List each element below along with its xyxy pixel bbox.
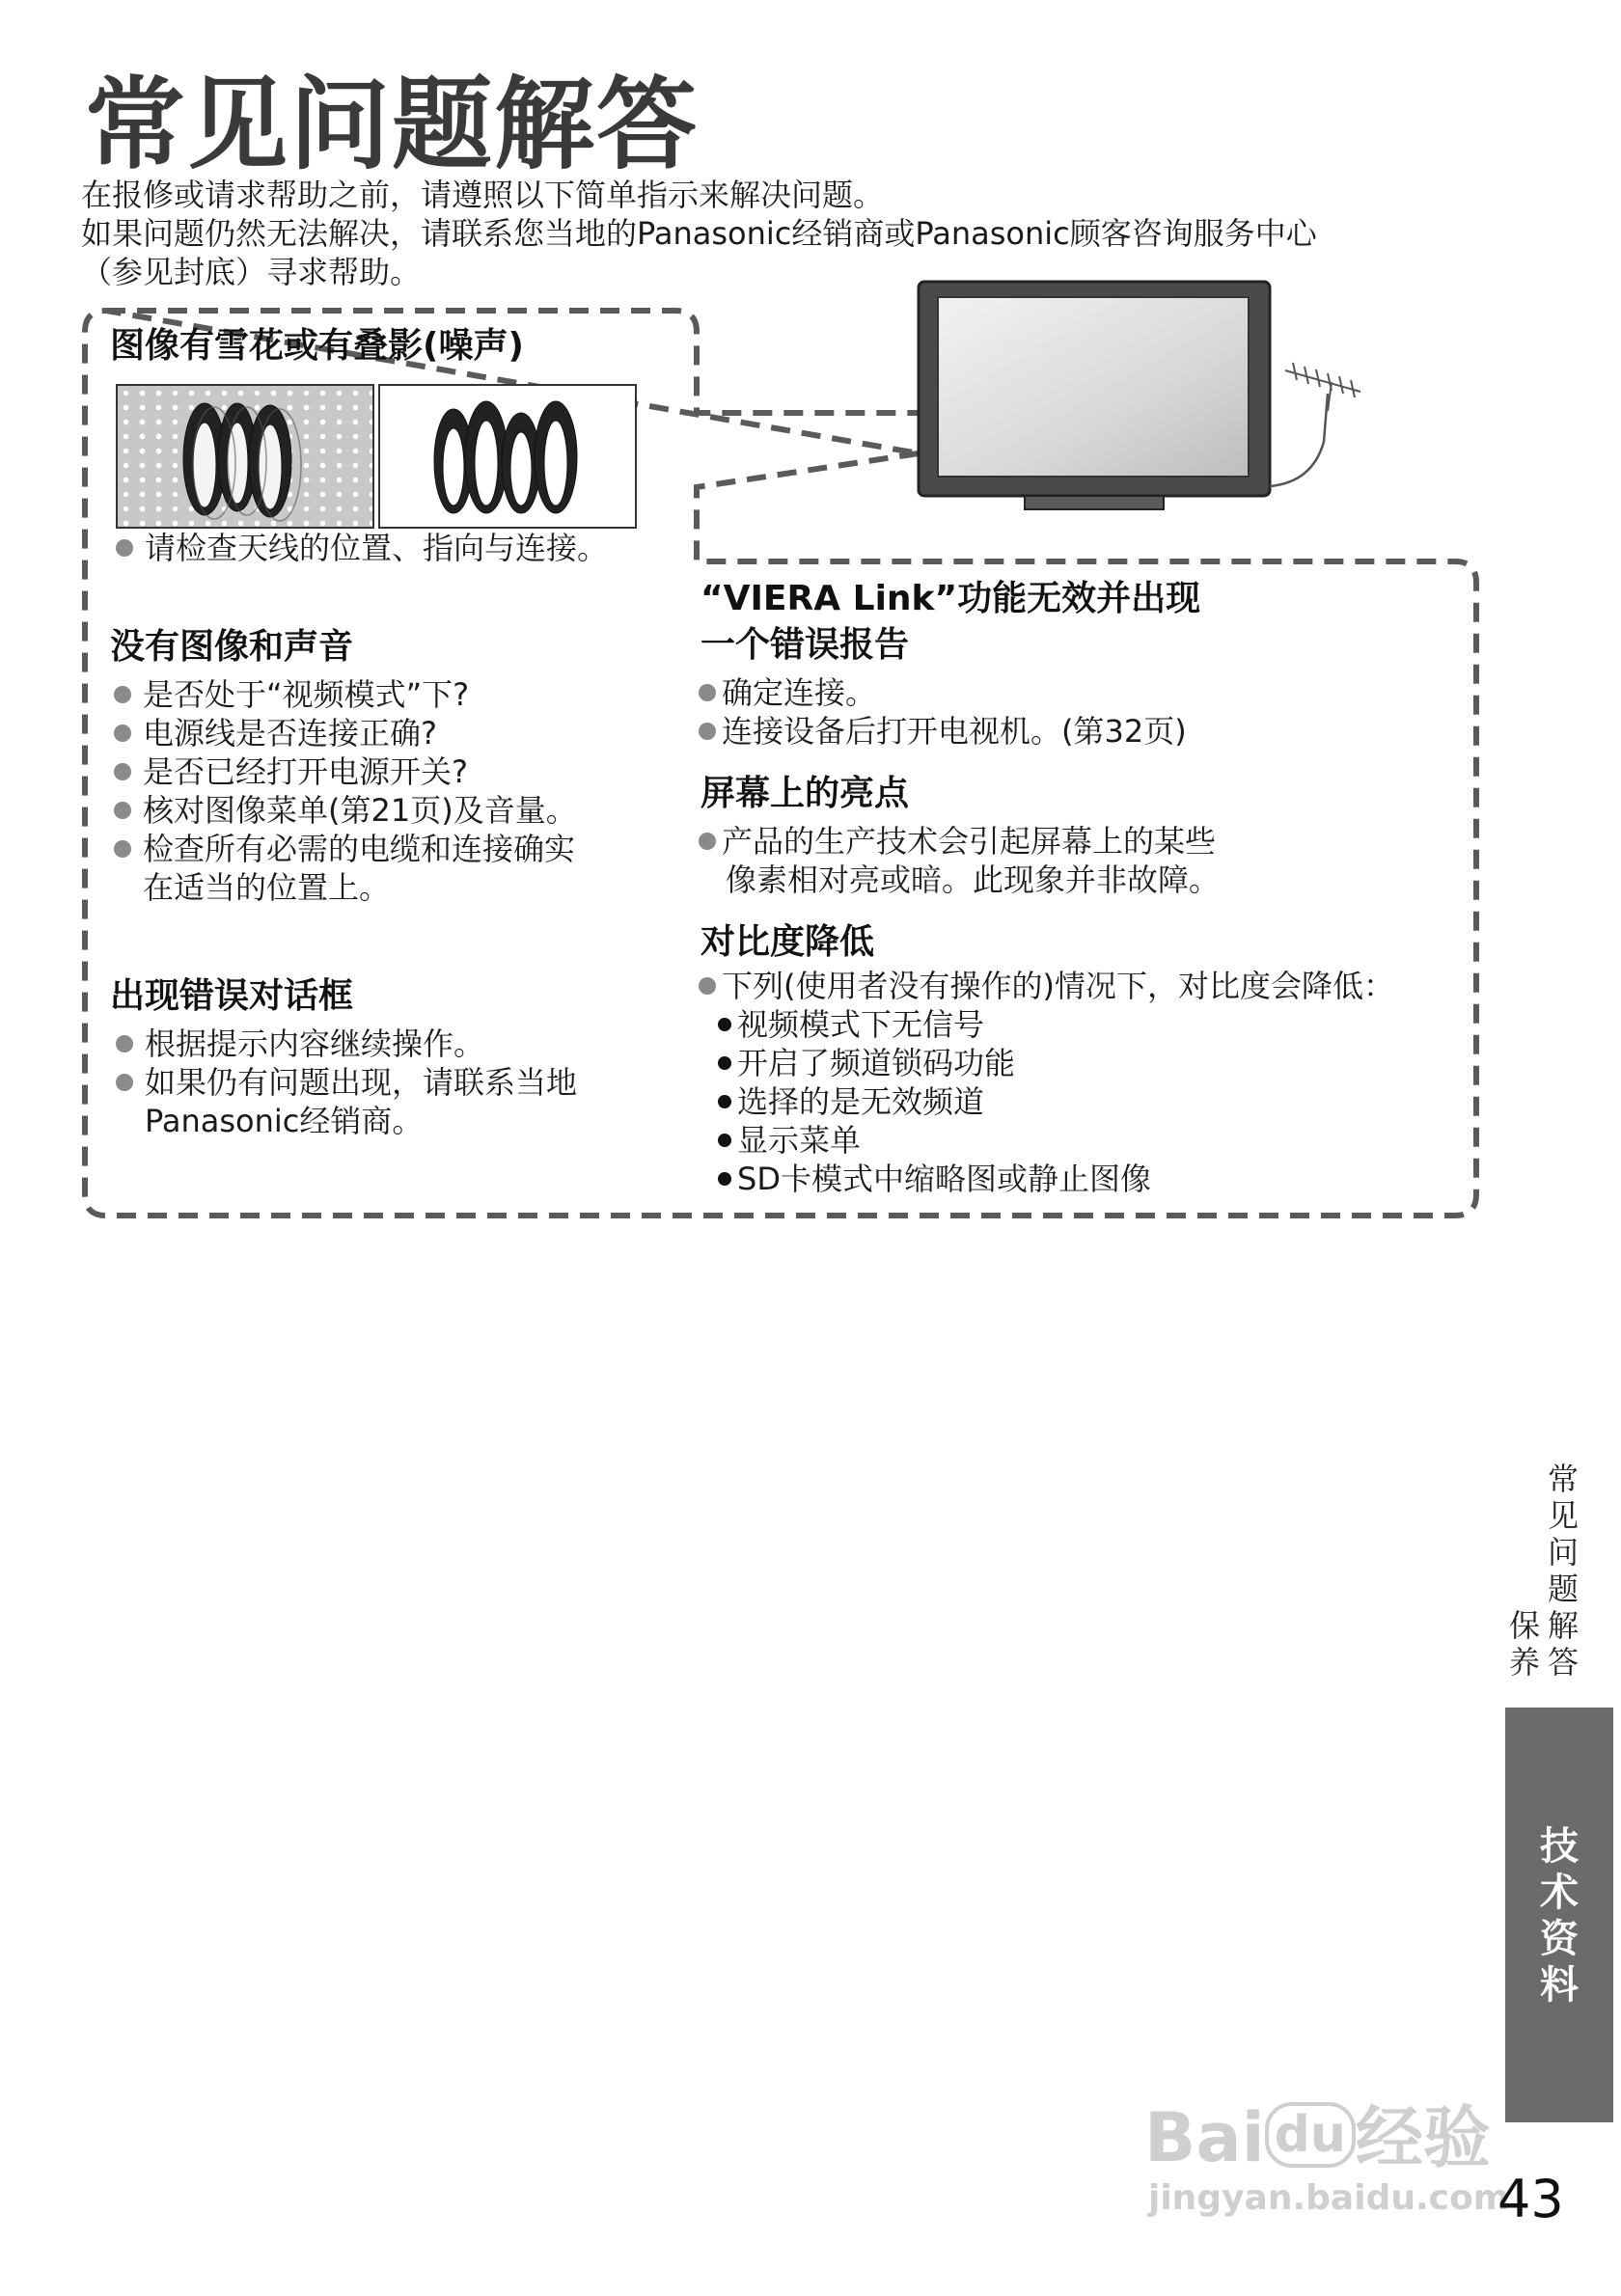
bullet-icon [718,1134,731,1147]
sidebar-tab-technical[interactable]: 技 术 资 料 [1505,1708,1613,2122]
list-item-continuation: 像素相对亮或暗。此现象并非故障。 [726,861,1221,898]
sidebar-label-maintenance: 保 养 [1508,1607,1540,1681]
error-dialog-heading: 出现错误对话框 [110,976,354,1016]
bullet-icon [699,723,716,740]
list-item: 如果仍有问题出现，请联系当地 [112,1063,577,1102]
error-dialog-list [112,1025,577,1140]
bullet-icon [116,1074,133,1091]
bullet-icon [116,1035,133,1052]
bullet-icon [699,977,716,995]
bullet-icon [699,684,716,701]
bullet-icon [116,539,133,557]
penguins-clear-icon [380,386,635,527]
page-number: 43 [1497,2169,1564,2229]
noise-heading: 图像有雪花或有叠影(噪声) [110,326,524,366]
list-item: 是否已经打开电源开关? [110,752,577,791]
bullet-icon [114,840,131,858]
no-picture-list [110,675,577,907]
watermark-url: jingyan.baidu.com [1148,2178,1510,2218]
sub-item: 选择的是无效频道 [699,1082,1394,1121]
contrast-heading: 对比度降低 [701,922,875,962]
list-item-continuation: Panasonic经销商。 [145,1103,424,1139]
bullet-icon [114,802,131,819]
list-item: 电源线是否连接正确? [110,714,577,752]
sub-item: SD卡模式中缩略图或静止图像 [699,1160,1394,1198]
sidebar-label-faq: 常 见 问 题 解 答 [1547,1461,1579,1681]
list-item: 下列(使用者没有操作的)情况下，对比度会降低： [699,967,1394,1005]
no-picture-heading: 没有图像和声音 [110,627,354,667]
tv-stand [1025,496,1164,509]
tv-illustration [907,278,1370,529]
clear-image [378,384,637,529]
intro-line-1: 在报修或请求帮助之前，请遵照以下简单指示来解决问题。 [81,177,885,213]
list-item: 根据提示内容继续操作。 [112,1025,577,1063]
bullet-icon [718,1095,731,1108]
antenna-icon [1285,363,1360,411]
paw-icon: du [1265,2102,1356,2168]
penguins-ghost-icon [118,386,372,527]
sub-item: 视频模式下无信号 [699,1005,1394,1044]
list-item: 是否处于“视频模式”下? [110,675,577,714]
intro-line-3: （参见封底）寻求帮助。 [81,254,422,290]
list-item-continuation: 在适当的位置上。 [143,869,391,906]
sub-item: 显示菜单 [699,1121,1394,1160]
bullet-icon [114,686,131,703]
intro-line-2: 如果问题仍然无法解决，请联系您当地的Panasonic经销商或Panasonic顾客咨询服务中心 [81,215,1317,252]
bullet-icon [718,1018,731,1031]
noisy-image [116,384,374,529]
bullet-icon [699,833,716,850]
tv-screen [938,297,1249,477]
bullet-icon [718,1056,731,1070]
viera-list [699,673,1187,751]
contrast-list [699,967,1394,1198]
page-title: 常见问题解答 [85,66,700,183]
watermark-logo: Bai du 经验 [1144,2098,1491,2177]
sub-item: 开启了频道锁码功能 [699,1044,1394,1082]
list-item: 产品的生产技术会引起屏幕上的某些 [699,822,1220,861]
list-item: 连接设备后打开电视机。(第32页) [699,712,1187,751]
bright-spots-heading: 屏幕上的亮点 [701,774,910,813]
noise-list [112,529,608,567]
viera-heading-2: 一个错误报告 [701,625,910,665]
list-item: 请检查天线的位置、指向与连接。 [112,529,608,567]
list-item: 检查所有必需的电缆和连接确实 [110,830,577,868]
bright-spots-list [699,822,1220,899]
list-item: 核对图像菜单(第21页)及音量。 [110,791,577,830]
bullet-icon [114,724,131,742]
bullet-icon [114,763,131,780]
list-item: 确定连接。 [699,673,1187,712]
antenna-cable [1270,394,1328,486]
viera-heading-1: “VIERA Link”功能无效并出现 [701,579,1201,618]
bullet-icon [718,1172,731,1186]
